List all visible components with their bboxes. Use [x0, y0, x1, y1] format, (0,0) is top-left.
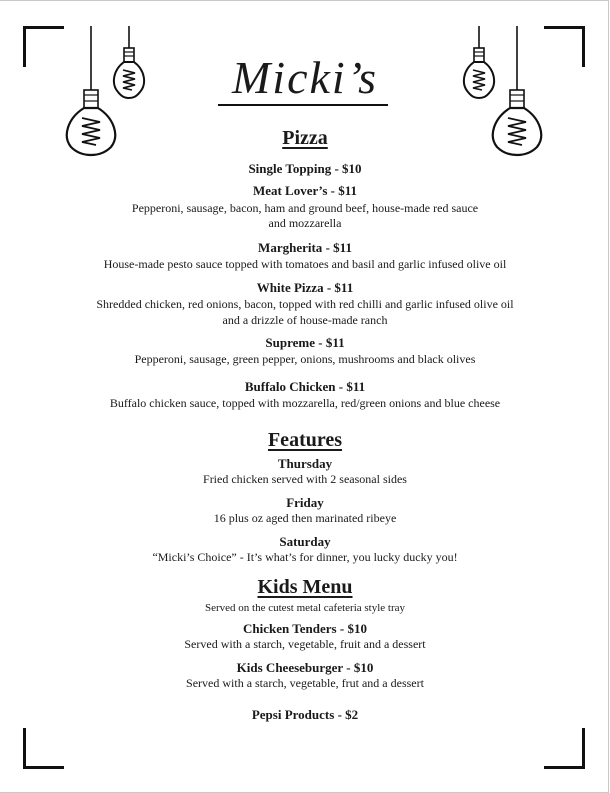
item-price: $11 — [325, 335, 345, 350]
corner-bracket-bottom-left — [23, 728, 64, 769]
item-name: Supreme — [265, 335, 315, 350]
restaurant-title: Micki’s — [231, 52, 378, 103]
item-description: Shredded chicken, red onions, bacon, topped with red chilli and garlic infused olive oil — [96, 297, 514, 311]
item-name: Single Topping — [248, 161, 332, 176]
item-name: Buffalo Chicken — [244, 379, 336, 394]
item-name: Pepsi Products — [251, 707, 335, 722]
menu-item-pepsi-products: Pepsi Products - $2 — [251, 707, 359, 722]
title-underline — [218, 104, 388, 106]
feature-day-thursday: Thursday — [277, 456, 333, 471]
menu-item-chicken-tenders: Chicken Tenders - $10 — [243, 621, 367, 636]
feature-description: Fried chicken served with 2 seasonal sides — [203, 472, 407, 486]
menu-item-kids-cheeseburger: Kids Cheeseburger - $10 — [236, 660, 374, 675]
item-price: $10 — [347, 621, 367, 636]
corner-bracket-bottom-right — [544, 728, 585, 769]
features-heading: Features — [267, 429, 343, 451]
item-name: Margherita — [258, 240, 323, 255]
item-name: Meat Lover’s — [252, 183, 328, 198]
menu-item-supreme: Supreme - $11 — [265, 335, 345, 350]
menu-item-white-pizza: White Pizza - $11 — [256, 280, 354, 295]
item-description: and a drizzle of house-made ranch — [222, 313, 388, 327]
item-description: Pepperoni, sausage, bacon, ham and ground beef, house-made red sauce — [131, 201, 479, 215]
item-price: $10 — [342, 161, 362, 176]
feature-description: 16 plus oz aged then marinated ribeye — [213, 511, 397, 525]
kids-menu-subtitle: Served on the cutest metal cafeteria style tray — [204, 602, 406, 614]
item-description: Served with a starch, vegetable, frut and a dessert — [186, 676, 424, 690]
kids-menu-heading: Kids Menu — [257, 576, 353, 598]
item-name: Chicken Tenders — [243, 621, 337, 636]
item-name: White Pizza — [256, 280, 324, 295]
item-description: and mozzarella — [268, 216, 342, 230]
item-price: $2 — [345, 707, 359, 722]
item-price: $10 — [353, 660, 374, 675]
feature-day-friday: Friday — [286, 495, 324, 510]
item-name: Kids Cheeseburger — [236, 660, 343, 675]
item-description: House-made pesto sauce topped with tomatoes and basil and garlic infused olive oil — [103, 257, 507, 271]
item-description: Buffalo chicken sauce, topped with mozzarella, red/green onions and blue cheese — [109, 396, 501, 410]
feature-description: “Micki’s Choice” - It’s what’s for dinner, you lucky ducky you! — [152, 550, 458, 564]
menu-item-margherita: Margherita - $11 — [258, 240, 352, 255]
item-price: $11 — [334, 280, 354, 295]
item-description: Served with a starch, vegetable, fruit and a dessert — [184, 637, 426, 651]
item-price: $11 — [338, 183, 358, 198]
item-description: Pepperoni, sausage, green pepper, onions, mushrooms and black olives — [134, 352, 476, 366]
pizza-heading: Pizza — [282, 127, 328, 149]
item-price: $11 — [333, 240, 352, 255]
feature-day-saturday: Saturday — [279, 534, 331, 549]
item-price: $11 — [346, 379, 366, 394]
menu-item-meat-lovers: Meat Lover’s - $11 — [252, 183, 358, 198]
menu-item-buffalo-chicken: Buffalo Chicken - $11 — [244, 379, 366, 394]
menu-item-single-topping: Single Topping - $10 — [248, 161, 362, 176]
